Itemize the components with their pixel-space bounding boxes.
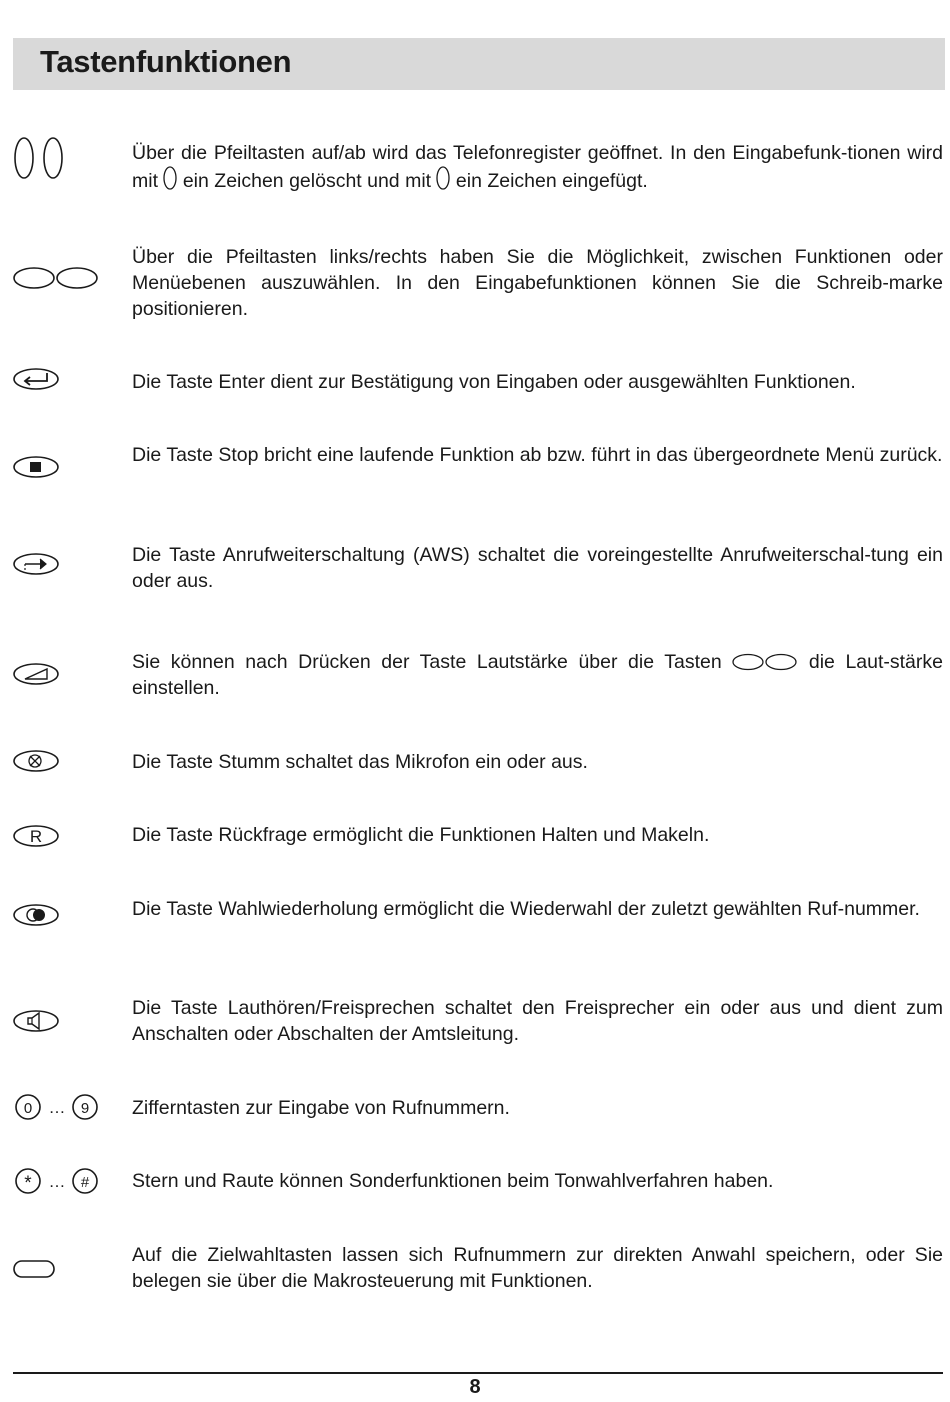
stop-key-icon	[13, 456, 61, 478]
page-number: 8	[469, 1376, 481, 1398]
section-header	[13, 38, 945, 90]
entry-stop-text: Die Taste Stop bricht eine laufende Funktion ab bzw. führt in das übergeordnete Menü zurück.	[132, 444, 943, 466]
recall-key-icon	[13, 824, 61, 848]
star-key-label: *	[24, 1173, 32, 1194]
volume-key-icon	[13, 663, 61, 685]
text-part: ein Zeichen eingefügt.	[450, 170, 648, 192]
text-part: ein Zeichen gelöscht und mit	[177, 170, 437, 192]
speed-dial-key-icon	[13, 1259, 57, 1279]
ellipsis-label: …	[48, 1172, 66, 1191]
entry-speeddial-text: Auf die Zielwahltasten lassen sich Rufnummern zur direkten Anwahl speichern, oder Sie belegen sie über die Makrosteuerung mit Funktionen.	[132, 1244, 943, 1292]
entry-updown-text	[132, 140, 943, 194]
up-down-arrow-keys-icon	[13, 137, 67, 181]
entry-speaker-text: Die Taste Lauthören/Freisprechen schaltet den Freisprecher ein oder aus und dient zum Anschalten oder Abschalten der Amtsleitung.	[132, 997, 943, 1045]
recall-key-label: R	[29, 827, 43, 846]
entry-volume-text	[132, 649, 943, 701]
redial-key-icon	[13, 904, 61, 926]
footer-divider	[13, 1372, 943, 1374]
mute-key-icon	[13, 750, 61, 772]
entry-enter-text: Die Taste Enter dient zur Bestätigung von Eingaben oder ausgewählten Funktionen.	[132, 371, 856, 393]
enter-key-icon	[13, 368, 61, 390]
star-hash-keys-icon	[13, 1168, 103, 1194]
hash-key-label: #	[80, 1174, 90, 1191]
ellipsis-label: …	[48, 1098, 66, 1117]
entry-recall-text: Die Taste Rückfrage ermöglicht die Funktionen Halten und Makeln.	[132, 824, 710, 846]
speaker-key-icon	[13, 1010, 61, 1032]
left-right-arrow-keys-icon	[13, 266, 99, 290]
up-arrow-key-icon	[436, 166, 450, 190]
left-right-arrow-keys-icon	[732, 653, 798, 671]
entry-digits-text: Zifferntasten zur Eingabe von Rufnummern.	[132, 1097, 510, 1119]
call-forwarding-key-icon	[13, 553, 61, 575]
entry-redial-text: Die Taste Wahlwiederholung ermöglicht die Wiederwahl der zuletzt gewählten Ruf-nummer.	[132, 898, 920, 920]
page-title: Tastenfunktionen	[40, 44, 292, 79]
digit-key-9-label: 9	[80, 1100, 90, 1117]
entry-aws-text: Die Taste Anrufweiterschaltung (AWS) schaltet die voreingestellte Anrufweiterschal-tung ein oder aus.	[132, 544, 943, 592]
entry-leftright-text: Über die Pfeiltasten links/rechts haben Sie die Möglichkeit, zwischen Funktionen oder Menüebenen auszuwählen. In den Eingabefunktionen können Sie die Schreib-marke positionieren.	[132, 246, 943, 320]
digit-key-0-label: 0	[23, 1100, 33, 1117]
entry-starhash-text: Stern und Raute können Sonderfunktionen beim Tonwahlverfahren haben.	[132, 1170, 774, 1192]
digit-keys-icon	[13, 1094, 103, 1120]
down-arrow-key-icon	[163, 166, 177, 190]
entry-mute-text: Die Taste Stumm schaltet das Mikrofon ein oder aus.	[132, 751, 588, 773]
text-part: die Laut-stärke einstellen.	[132, 651, 943, 699]
text-part: Sie können nach Drücken der Taste Lautstärke über die Tasten	[132, 651, 733, 673]
text-part: Über die Pfeiltasten auf/ab wird das Telefonregister geöffnet. In den Eingabefunk-tionen wird mit	[132, 142, 943, 192]
